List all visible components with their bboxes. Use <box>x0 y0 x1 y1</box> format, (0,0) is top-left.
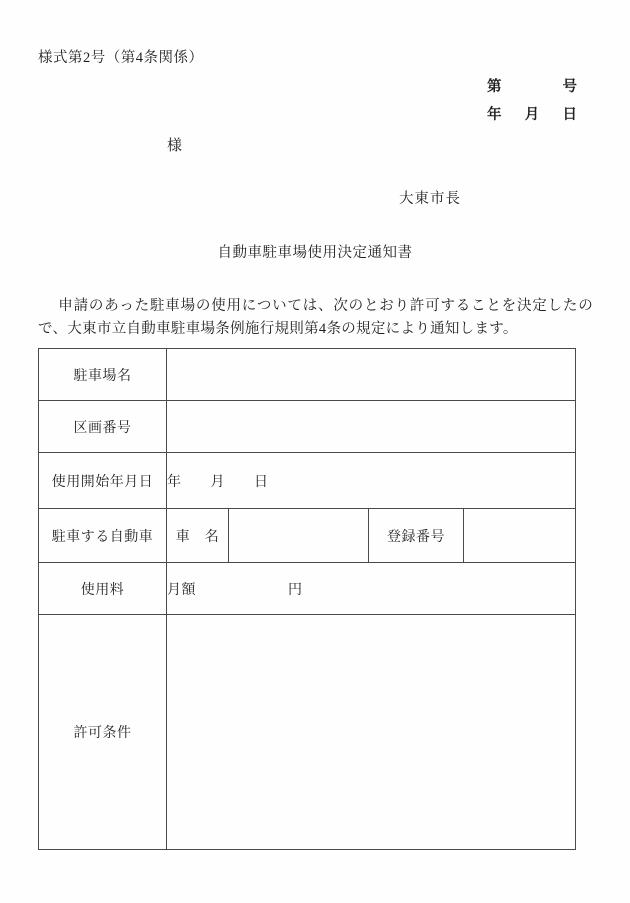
document-title: 自動車駐車場使用決定通知書 <box>217 245 413 261</box>
date-day-label: 日 <box>562 107 577 123</box>
sender-name: 大東市長 <box>399 191 461 207</box>
date-year-label: 年 <box>487 107 502 123</box>
fee-unit-label: 円 <box>288 582 303 598</box>
doc-number-prefix: 第 <box>487 79 502 95</box>
body-paragraph: 申請のあった駐車場の使用については、次のとおり許可することを決定したので、大東市立自動車駐車場条例施行規則第4条の規定により通知します。 <box>38 298 593 337</box>
table-row-vehicle <box>39 509 576 563</box>
start-date-label: 使用開始年月日 <box>39 453 167 509</box>
table-row-start-date <box>39 453 576 509</box>
parking-name-value-cell <box>167 349 576 401</box>
conditions-value-cell <box>167 615 576 850</box>
form-table <box>38 348 576 850</box>
doc-number-suffix: 号 <box>562 79 577 95</box>
section-number-label: 区画番号 <box>39 401 167 453</box>
fee-monthly-label: 月額 <box>167 582 196 598</box>
conditions-label: 許可条件 <box>39 615 167 850</box>
table-row-parking-name <box>39 349 576 401</box>
date-line <box>487 103 577 124</box>
table-row-section-number <box>39 401 576 453</box>
parking-name-label: 駐車場名 <box>39 349 167 401</box>
form-number: 様式第2号（第4条関係） <box>38 50 204 66</box>
car-name-value-cell <box>229 509 369 563</box>
registration-number-label: 登録番号 <box>369 509 464 563</box>
fee-label: 使用料 <box>39 563 167 615</box>
addressee-suffix: 様 <box>167 138 183 154</box>
start-date-value-cell: 年 月 日 <box>167 453 576 509</box>
document-number-line <box>487 75 577 96</box>
car-name-label: 車 名 <box>167 509 229 563</box>
table-row-fee <box>39 563 576 615</box>
fee-value-cell <box>167 563 576 615</box>
table-row-conditions <box>39 615 576 850</box>
section-number-value-cell <box>167 401 576 453</box>
vehicle-label: 駐車する自動車 <box>39 509 167 563</box>
registration-number-value-cell <box>464 509 576 563</box>
date-month-label: 月 <box>524 107 540 123</box>
